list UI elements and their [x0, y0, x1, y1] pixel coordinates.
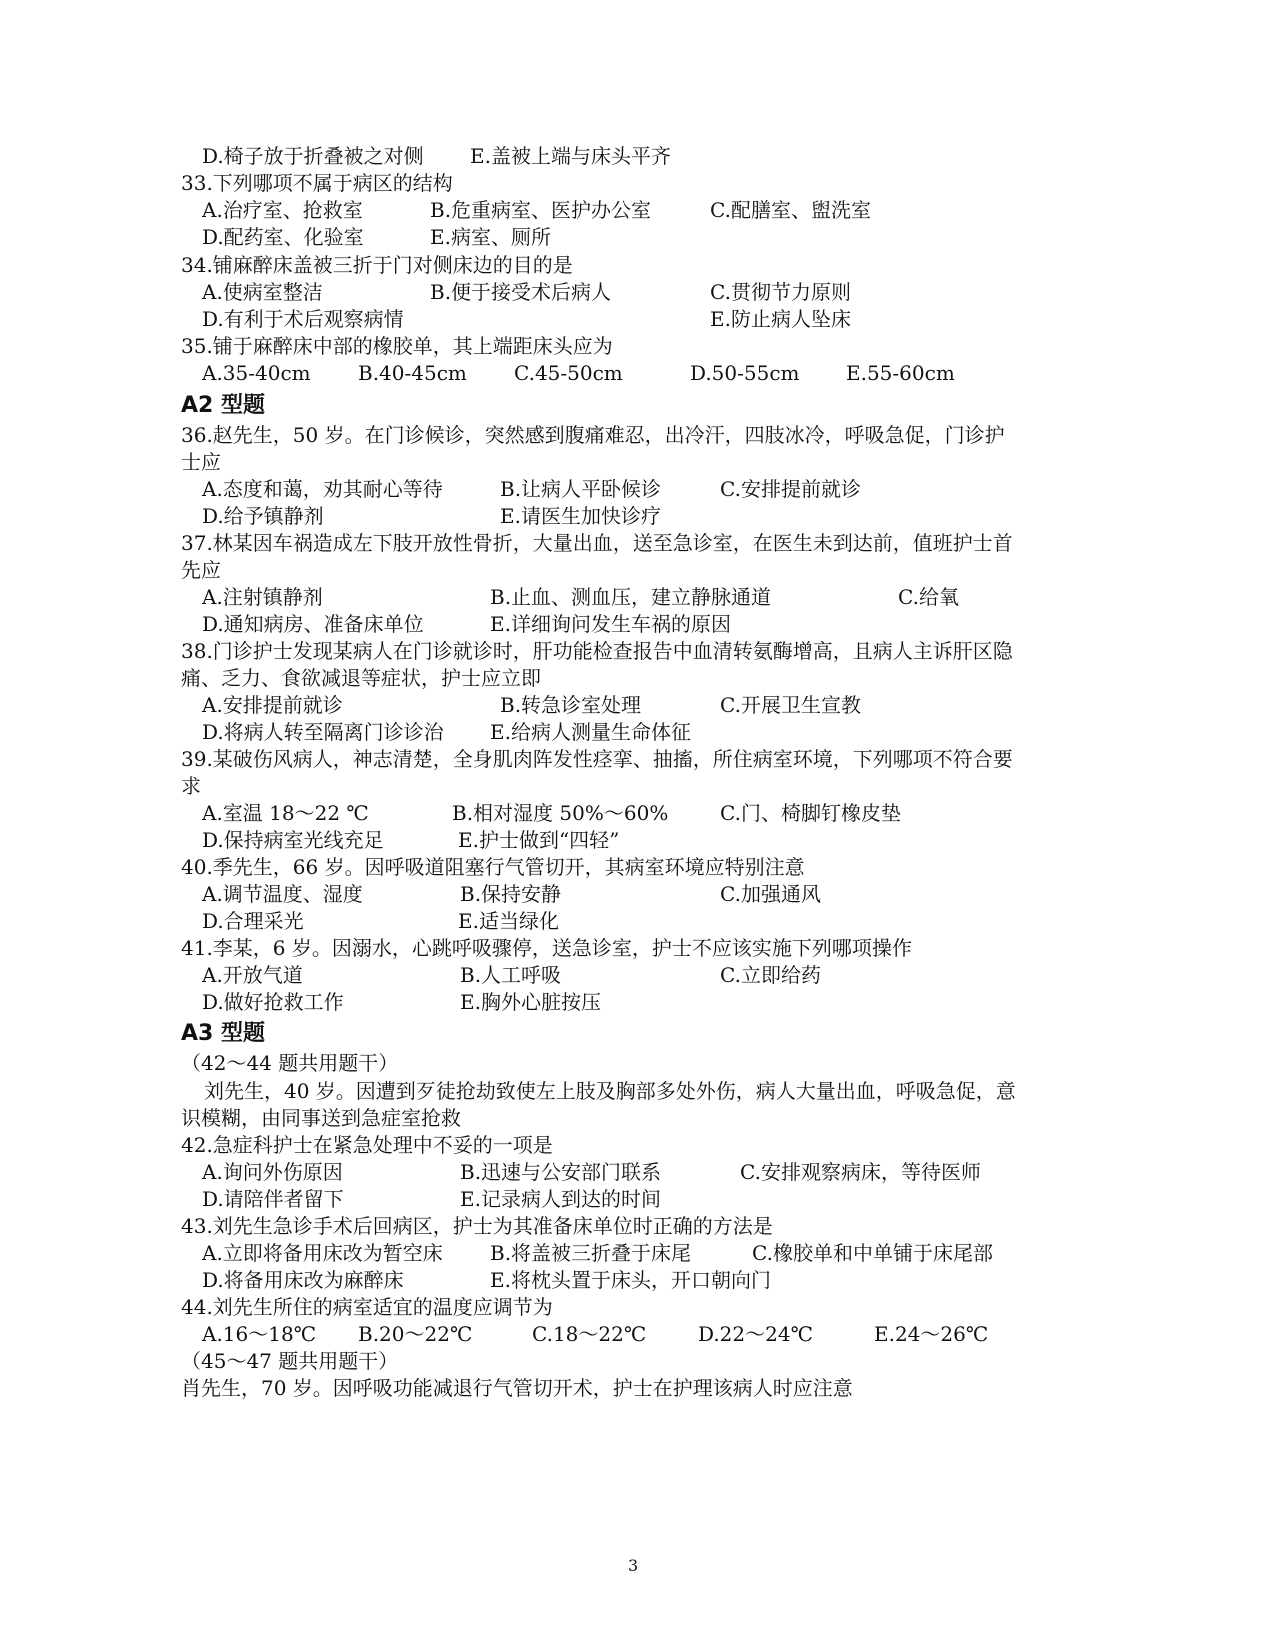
options-row	[202, 691, 1102, 719]
answer-option: E.盖被上端与床头平齐	[470, 144, 671, 168]
answer-option: D.50-55cm	[690, 361, 800, 385]
answer-option: E.记录病人到达的时间	[460, 1187, 661, 1211]
answer-option: B.相对湿度 50%～60%	[452, 801, 669, 825]
answer-option: B.40-45cm	[358, 361, 467, 385]
answer-option: B.让病人平卧候诊	[500, 477, 662, 501]
answer-option: E.详细询问发生车祸的原因	[490, 612, 731, 636]
answer-option: A.开放气道	[202, 963, 303, 987]
answer-option: D.保持病室光线充足	[202, 828, 384, 852]
options-row	[202, 826, 1102, 854]
answer-option: A.35-40cm	[202, 361, 311, 385]
answer-option: D.有利于术后观察病情	[202, 307, 404, 331]
question-text: 识模糊，由同事送到急症室抢救	[181, 1106, 461, 1130]
answer-option: D.做好抢救工作	[202, 990, 344, 1014]
options-row	[202, 142, 1102, 170]
question-text: 士应	[181, 450, 221, 474]
question-text: 33.下列哪项不属于病区的结构	[181, 171, 453, 195]
answer-option: D.将备用床改为麻醉床	[202, 1268, 404, 1292]
question-text: 肖先生，70 岁。因呼吸功能减退行气管切开术，护士在护理该病人时应注意	[181, 1376, 853, 1400]
options-row	[202, 305, 1102, 333]
answer-option: E.55-60cm	[846, 361, 955, 385]
options-row	[202, 1266, 1102, 1294]
section-heading: A3 型题	[181, 1021, 265, 1046]
options-row	[202, 718, 1102, 746]
answer-option: D.通知病房、准备床单位	[202, 612, 424, 636]
answer-option: C.18～22℃	[532, 1322, 647, 1346]
options-row	[202, 907, 1102, 935]
options-row	[202, 1185, 1102, 1213]
answer-option: E.适当绿化	[458, 909, 559, 933]
answer-option: A.治疗室、抢救室	[202, 198, 363, 222]
answer-option: A.室温 18～22 ℃	[202, 801, 369, 825]
answer-option: C.安排提前就诊	[720, 477, 861, 501]
answer-option: E.请医生加快诊疗	[500, 504, 661, 528]
question-text: 38.门诊护士发现某病人在门诊就诊时，肝功能检查报告中血清转氨酶增高，且病人主诉肝区隐	[181, 639, 1013, 663]
answer-option: B.将盖被三折叠于床尾	[490, 1241, 692, 1265]
question-text: （42～44 题共用题干）	[181, 1051, 399, 1075]
answer-option: C.门、椅脚钉橡皮垫	[720, 801, 901, 825]
answer-option: B.止血、测血压，建立静脉通道	[490, 585, 772, 609]
answer-option: C.加强通风	[720, 882, 821, 906]
answer-option: E.胸外心脏按压	[460, 990, 601, 1014]
answer-option: B.危重病室、医护办公室	[430, 198, 652, 222]
options-row	[202, 880, 1102, 908]
question-text: 34.铺麻醉床盖被三折于门对侧床边的目的是	[181, 253, 573, 277]
answer-option: E.24～26℃	[874, 1322, 989, 1346]
question-text: 44.刘先生所住的病室适宜的温度应调节为	[181, 1295, 553, 1319]
options-row	[202, 799, 1102, 827]
options-row	[202, 278, 1102, 306]
options-row	[202, 1239, 1102, 1267]
section-heading: A2 型题	[181, 393, 265, 418]
options-row	[202, 1158, 1102, 1186]
page-number: 3	[628, 1556, 639, 1575]
answer-option: A.16～18℃	[202, 1322, 317, 1346]
question-text: 39.某破伤风病人，神志清楚，全身肌肉阵发性痉挛、抽搐，所住病室环境，下列哪项不符合要	[181, 747, 1013, 771]
question-text: 41.李某，6 岁。因溺水，心跳呼吸骤停，送急诊室，护士不应该实施下列哪项操作	[181, 936, 912, 960]
options-row	[202, 961, 1102, 989]
answer-option: E.病室、厕所	[430, 225, 551, 249]
options-row	[202, 196, 1102, 224]
answer-option: D.22～24℃	[698, 1322, 813, 1346]
answer-option: D.配药室、化验室	[202, 225, 364, 249]
answer-option: C.橡胶单和中单铺于床尾部	[752, 1241, 993, 1265]
question-stem: 刘先生，40 岁。因遭到歹徒抢劫致使左上肢及胸部多处外伤，病人大量出血，呼吸急促，意	[204, 1079, 1016, 1103]
question-text: （45～47 题共用题干）	[181, 1349, 399, 1373]
answer-option: A.调节温度、湿度	[202, 882, 363, 906]
answer-option: D.请陪伴者留下	[202, 1187, 344, 1211]
answer-option: B.转急诊室处理	[500, 693, 642, 717]
answer-option: C.配膳室、盥洗室	[710, 198, 871, 222]
question-text: 43.刘先生急诊手术后回病区，护士为其准备床单位时正确的方法是	[181, 1214, 773, 1238]
answer-option: C.贯彻节力原则	[710, 280, 851, 304]
options-row	[202, 359, 1102, 387]
answer-option: C.安排观察病床，等待医师	[740, 1160, 981, 1184]
question-text: 先应	[181, 558, 221, 582]
answer-option: E.给病人测量生命体征	[490, 720, 691, 744]
options-row	[202, 988, 1102, 1016]
answer-option: A.态度和蔼，劝其耐心等待	[202, 477, 443, 501]
answer-option: E.将枕头置于床头，开口朝向门	[490, 1268, 771, 1292]
answer-option: C.开展卫生宣教	[720, 693, 861, 717]
answer-option: C.45-50cm	[514, 361, 623, 385]
options-row	[202, 502, 1102, 530]
answer-option: D.椅子放于折叠被之对侧	[202, 144, 424, 168]
answer-option: A.注射镇静剂	[202, 585, 323, 609]
question-text: 求	[181, 774, 201, 798]
answer-option: D.给予镇静剂	[202, 504, 324, 528]
answer-option: A.使病室整洁	[202, 280, 323, 304]
answer-option: E.护士做到“四轻”	[458, 828, 620, 852]
answer-option: D.将病人转至隔离门诊诊治	[202, 720, 444, 744]
options-row	[202, 610, 1102, 638]
answer-option: E.防止病人坠床	[710, 307, 851, 331]
question-text: 36.赵先生，50 岁。在门诊候诊，突然感到腹痛难忍，出冷汗，四肢冰冷，呼吸急促，门诊护	[181, 423, 1005, 447]
question-text: 痛、乏力、食欲减退等症状，护士应立即	[181, 666, 541, 690]
answer-option: C.给氧	[898, 585, 959, 609]
answer-option: C.立即给药	[720, 963, 821, 987]
question-text: 42.急症科护士在紧急处理中不妥的一项是	[181, 1133, 553, 1157]
answer-option: A.询问外伤原因	[202, 1160, 343, 1184]
options-row	[202, 223, 1102, 251]
options-row	[202, 583, 1102, 611]
question-text: 37.林某因车祸造成左下肢开放性骨折，大量出血，送至急诊室，在医生未到达前，值班护士首	[181, 531, 1013, 555]
answer-option: B.保持安静	[460, 882, 562, 906]
question-text: 40.季先生，66 岁。因呼吸道阻塞行气管切开，其病室环境应特别注意	[181, 855, 805, 879]
answer-option: B.人工呼吸	[460, 963, 562, 987]
answer-option: B.便于接受术后病人	[430, 280, 612, 304]
options-row	[202, 475, 1102, 503]
answer-option: A.立即将备用床改为暂空床	[202, 1241, 443, 1265]
answer-option: B.迅速与公安部门联系	[460, 1160, 662, 1184]
question-text: 35.铺于麻醉床中部的橡胶单，其上端距床头应为	[181, 334, 613, 358]
options-row	[202, 1320, 1102, 1348]
answer-option: B.20～22℃	[358, 1322, 473, 1346]
answer-option: D.合理采光	[202, 909, 304, 933]
answer-option: A.安排提前就诊	[202, 693, 343, 717]
